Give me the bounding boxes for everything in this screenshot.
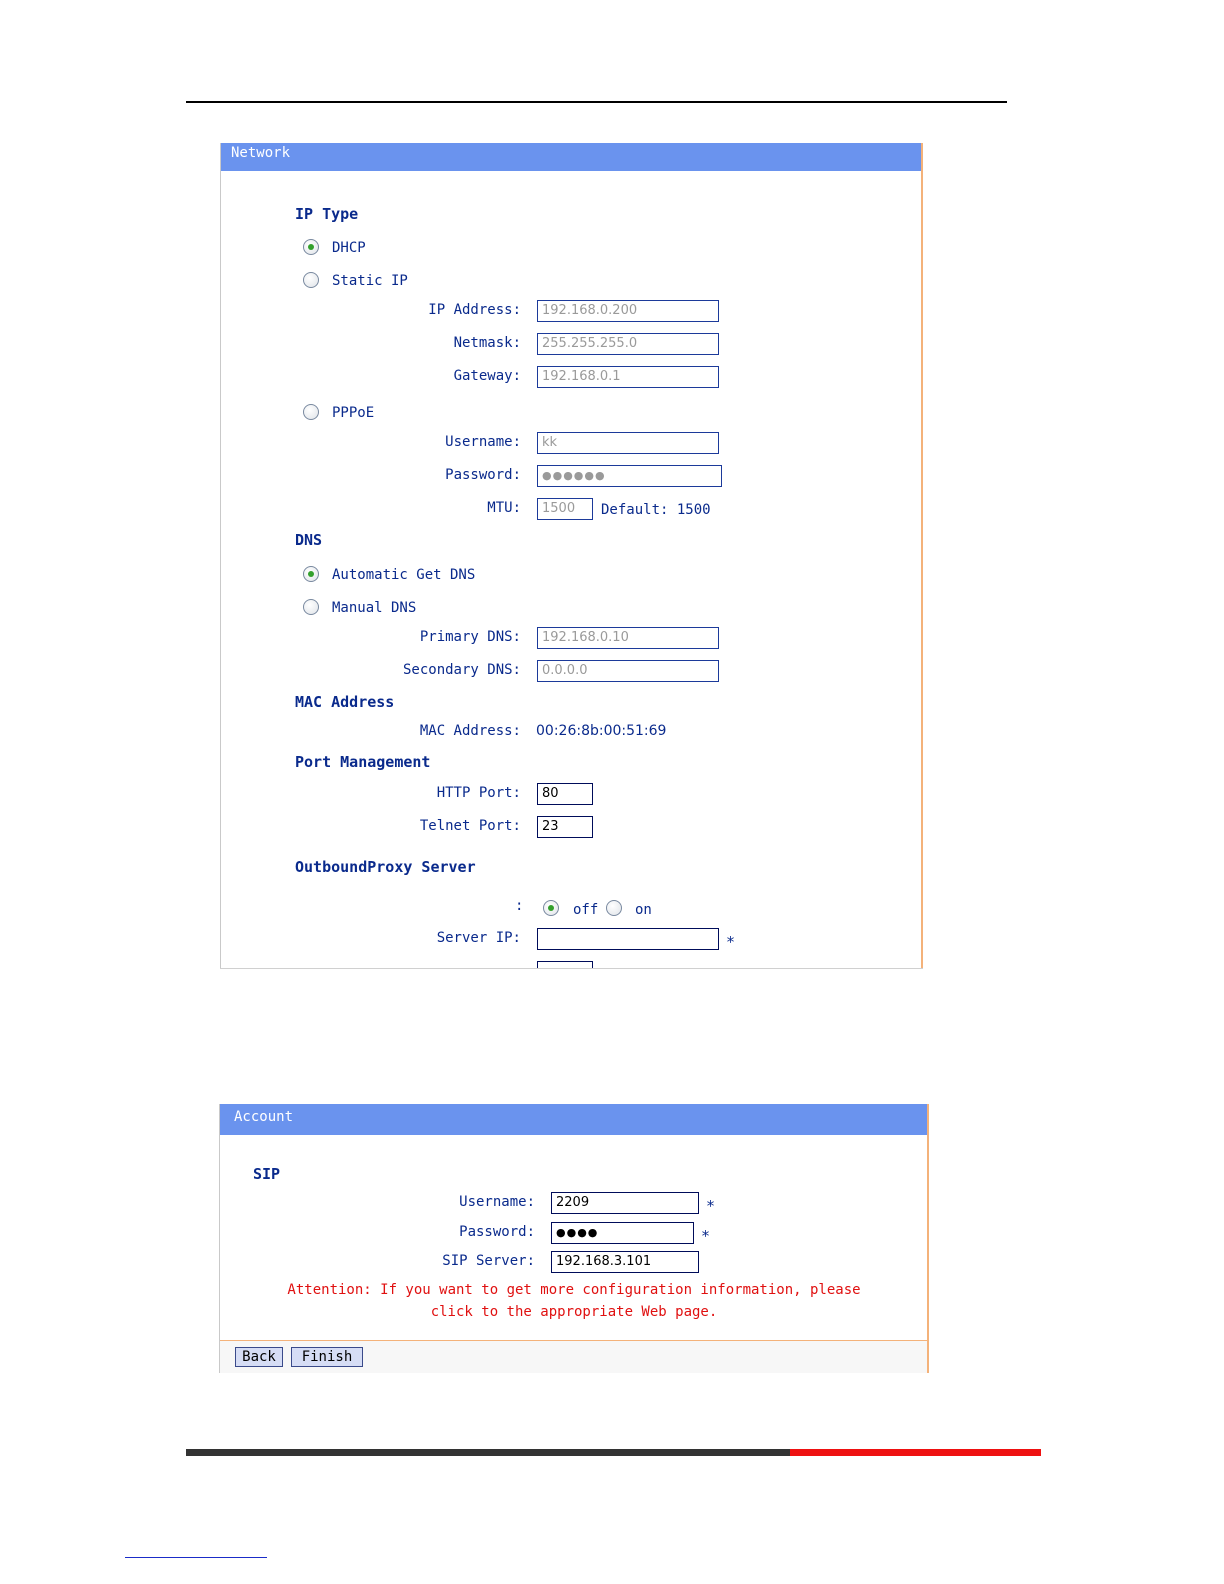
gateway-field[interactable]: 192.168.0.1 xyxy=(537,366,719,388)
finish-button[interactable]: Finish xyxy=(291,1347,363,1367)
gateway-label: Gateway: xyxy=(453,368,521,384)
server-ip-label: Server IP: xyxy=(436,930,521,946)
port-management-heading: Port Management xyxy=(295,753,431,771)
account-panel-header xyxy=(220,1104,927,1135)
outbound-off-label: off xyxy=(573,902,599,918)
sip-password-field[interactable]: ●●●● xyxy=(551,1222,694,1244)
secondary-dns-label: Secondary DNS: xyxy=(402,662,521,678)
static-ip-label: Static IP xyxy=(332,273,408,289)
sip-password-label: Password: xyxy=(459,1224,535,1240)
attention-line-2: click to the appropriate Web page. xyxy=(430,1304,718,1320)
manual-dns-radio[interactable] xyxy=(303,599,319,615)
pppoe-password-field[interactable]: ●●●●●● xyxy=(537,465,722,487)
auto-dns-radio[interactable] xyxy=(303,566,319,582)
attention-line-1: Attention: If you want to get more configuration information, please xyxy=(287,1282,861,1298)
server-ip-required-mark: * xyxy=(726,933,736,951)
network-panel-bottom-edge xyxy=(220,968,923,969)
server-ip-field[interactable] xyxy=(537,928,719,950)
account-panel xyxy=(219,1104,929,1373)
pppoe-radio[interactable] xyxy=(303,404,319,420)
outbound-proxy-heading: OutboundProxy Server xyxy=(295,858,476,876)
page-footer-bar-dark xyxy=(186,1449,790,1456)
mtu-field[interactable]: 1500 xyxy=(537,498,593,520)
telnet-port-field[interactable]: 23 xyxy=(537,816,593,838)
secondary-dns-field[interactable]: 0.0.0.0 xyxy=(537,660,719,682)
dhcp-radio[interactable] xyxy=(303,239,319,255)
page-footer-bar-red xyxy=(790,1449,1041,1456)
netmask-label: Netmask: xyxy=(453,335,521,351)
network-panel-title: Network xyxy=(231,145,291,161)
pppoe-password-label: Password: xyxy=(445,467,521,483)
mac-heading: MAC Address xyxy=(295,693,395,711)
ip-address-field[interactable]: 192.168.0.200 xyxy=(537,300,719,322)
http-port-field[interactable]: 80 xyxy=(537,783,593,805)
primary-dns-field[interactable]: 192.168.0.10 xyxy=(537,627,719,649)
mac-address-label: MAC Address: xyxy=(419,723,521,739)
telnet-port-label: Telnet Port: xyxy=(419,818,521,834)
sip-heading: SIP xyxy=(253,1165,281,1183)
auto-dns-label: Automatic Get DNS xyxy=(332,567,476,583)
pppoe-username-label: Username: xyxy=(445,434,521,450)
dhcp-label: DHCP xyxy=(332,240,366,256)
sip-username-label: Username: xyxy=(459,1194,535,1210)
dns-heading: DNS xyxy=(295,531,323,549)
mtu-default-text: Default: 1500 xyxy=(601,502,711,518)
http-port-label: HTTP Port: xyxy=(436,785,521,801)
account-panel-title: Account xyxy=(234,1109,294,1125)
mac-address-value: 00:26:8b:00:51:69 xyxy=(536,723,667,739)
sip-username-field[interactable]: 2209 xyxy=(551,1192,699,1214)
manual-dns-label: Manual DNS xyxy=(332,600,417,616)
network-panel xyxy=(220,143,923,969)
ip-address-label: IP Address: xyxy=(428,302,521,318)
pppoe-username-field[interactable]: kk xyxy=(537,432,719,454)
mtu-label: MTU: xyxy=(487,500,521,516)
outbound-colon: : xyxy=(515,898,524,914)
netmask-field[interactable]: 255.255.255.0 xyxy=(537,333,719,355)
outbound-on-label: on xyxy=(635,902,652,918)
sip-server-field[interactable]: 192.168.3.101 xyxy=(551,1251,699,1273)
primary-dns-label: Primary DNS: xyxy=(419,629,521,645)
static-ip-radio[interactable] xyxy=(303,272,319,288)
back-button[interactable]: Back xyxy=(235,1347,283,1367)
network-panel-header xyxy=(221,143,921,171)
sip-password-required-mark: * xyxy=(701,1227,711,1245)
ip-type-heading: IP Type xyxy=(295,205,359,223)
page-footer-link-underline xyxy=(125,1557,267,1558)
pppoe-label: PPPoE xyxy=(332,405,375,421)
sip-username-required-mark: * xyxy=(706,1197,716,1215)
page-top-rule xyxy=(186,101,1007,103)
sip-server-label: SIP Server: xyxy=(442,1253,535,1269)
outbound-off-radio[interactable] xyxy=(543,900,559,916)
outbound-on-radio[interactable] xyxy=(606,900,622,916)
